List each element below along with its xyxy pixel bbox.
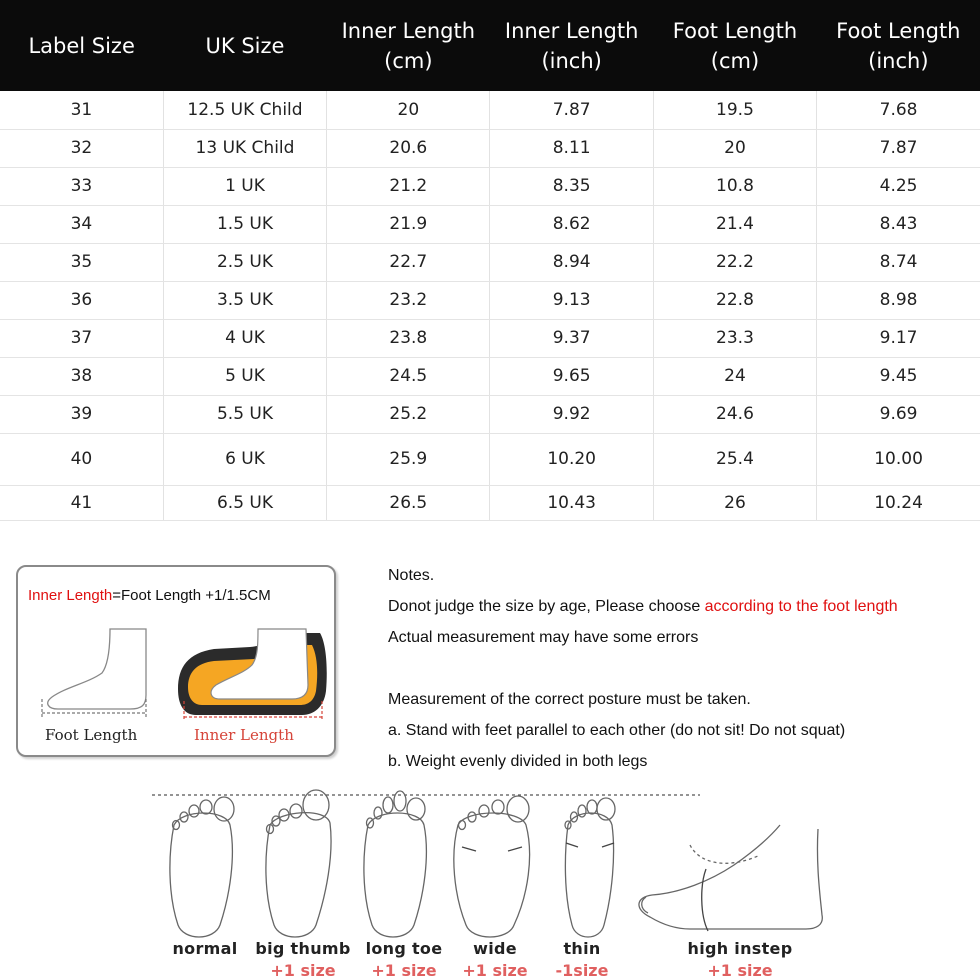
foot-type-size-adjust: -1size — [555, 961, 609, 980]
inner-length-inch-cell: 9.65 — [490, 357, 653, 395]
inner-length-cm-cell: 23.8 — [327, 319, 490, 357]
table-body — [0, 91, 980, 520]
notes-title: Notes. — [388, 567, 435, 584]
foot-length-inch-cell: 9.17 — [817, 319, 980, 357]
table-row — [0, 281, 980, 319]
foot-length-cm-cell: 22.8 — [653, 281, 816, 319]
uk-size-cell: 1 UK — [163, 167, 326, 205]
uk-size-cell: 5.5 UK — [163, 395, 326, 433]
foot-length-inch-cell: 9.45 — [817, 357, 980, 395]
foot-length-cm-cell: 10.8 — [653, 167, 816, 205]
inner-length-inch-cell: 9.13 — [490, 281, 653, 319]
foot-length-cm-cell: 21.4 — [653, 205, 816, 243]
inner-length-cm-cell: 20.6 — [327, 129, 490, 167]
foot-length-inch-cell: 7.68 — [817, 91, 980, 129]
foot-type-name: normal — [172, 939, 238, 958]
foot-length-cm-cell: 19.5 — [653, 91, 816, 129]
uk-size-cell: 5 UK — [163, 357, 326, 395]
inner-length-inch-cell: 10.20 — [490, 433, 653, 485]
inner-length-inch-cell: 9.37 — [490, 319, 653, 357]
inner-length-inch-cell: 8.94 — [490, 243, 653, 281]
inner-length-inch-cell: 8.35 — [490, 167, 653, 205]
foot-length-cm-cell: 24 — [653, 357, 816, 395]
label-size-cell: 33 — [0, 167, 163, 205]
inner-length-cm-cell: 20 — [327, 91, 490, 129]
table-row — [0, 319, 980, 357]
uk-size-cell: 4 UK — [163, 319, 326, 357]
foot-type-name: high instep — [687, 939, 793, 958]
long-toe-foot-icon — [364, 791, 426, 937]
inner-length-cm-cell: 22.7 — [327, 243, 490, 281]
foot-length-caption: Foot Length — [45, 726, 138, 744]
table-row — [0, 433, 980, 485]
bare-foot-icon — [48, 629, 146, 709]
header-inner-length-cm: Inner Length (cm) — [341, 18, 476, 73]
table-row — [0, 205, 980, 243]
label-size-cell: 34 — [0, 205, 163, 243]
inner-length-illustration — [16, 565, 336, 757]
table-row — [0, 167, 980, 205]
foot-type-size-adjust: +1 size — [462, 961, 528, 980]
foot-type-name: thin — [563, 939, 601, 958]
notes-line-3: Measurement of the correct posture must be taken. — [388, 691, 751, 708]
foot-length-inch-cell: 4.25 — [817, 167, 980, 205]
foot-length-inch-cell: 8.98 — [817, 281, 980, 319]
thin-foot-icon — [565, 798, 615, 937]
table-row — [0, 485, 980, 520]
foot-length-cm-cell: 22.2 — [653, 243, 816, 281]
uk-size-cell: 13 UK Child — [163, 129, 326, 167]
notes-line-5: b. Weight evenly divided in both legs — [388, 753, 648, 770]
foot-types-section — [150, 785, 830, 980]
label-size-cell: 32 — [0, 129, 163, 167]
header-foot-length-cm: Foot Length (cm) — [672, 18, 798, 73]
foot-type-size-adjust: +1 size — [270, 961, 336, 980]
inner-length-cm-cell: 25.2 — [327, 395, 490, 433]
inner-length-caption: Inner Length — [194, 726, 294, 744]
uk-size-cell: 2.5 UK — [163, 243, 326, 281]
header-label-size: Label Size — [28, 33, 135, 58]
table-row — [0, 91, 980, 129]
foot-length-inch-cell: 10.24 — [817, 485, 980, 520]
notes-section — [388, 565, 978, 782]
label-size-cell: 41 — [0, 485, 163, 520]
inner-length-inch-cell: 9.92 — [490, 395, 653, 433]
label-size-cell: 38 — [0, 357, 163, 395]
notes-line-1-highlight: according to the foot length — [704, 598, 898, 615]
uk-size-cell: 6.5 UK — [163, 485, 326, 520]
table-row — [0, 357, 980, 395]
table-header-row — [0, 0, 980, 91]
wide-foot-icon — [454, 796, 530, 937]
foot-length-cm-cell: 24.6 — [653, 395, 816, 433]
normal-foot-icon — [170, 797, 234, 937]
inner-length-cm-cell: 21.2 — [327, 167, 490, 205]
foot-length-inch-cell: 8.74 — [817, 243, 980, 281]
uk-size-cell: 6 UK — [163, 433, 326, 485]
foot-type-size-adjust: +1 size — [371, 961, 437, 980]
foot-length-cm-cell: 23.3 — [653, 319, 816, 357]
foot-type-name: big thumb — [255, 939, 351, 958]
header-foot-length-inch: Foot Length (inch) — [836, 18, 961, 73]
foot-length-inch-cell: 7.87 — [817, 129, 980, 167]
foot-length-inch-cell: 8.43 — [817, 205, 980, 243]
foot-type-name: wide — [473, 939, 517, 958]
label-size-cell: 31 — [0, 91, 163, 129]
foot-length-inch-cell: 9.69 — [817, 395, 980, 433]
inner-length-cm-cell: 21.9 — [327, 205, 490, 243]
foot-length-cm-cell: 25.4 — [653, 433, 816, 485]
notes-line-4: a. Stand with feet parallel to each other (do not sit! Do not squat) — [388, 722, 846, 739]
inner-length-inch-cell: 8.11 — [490, 129, 653, 167]
high-instep-foot-icon — [639, 825, 822, 931]
header-uk-size: UK Size — [205, 33, 285, 58]
inner-length-inch-cell: 7.87 — [490, 91, 653, 129]
inner-length-inch-cell: 10.43 — [490, 485, 653, 520]
table-row — [0, 243, 980, 281]
uk-size-cell: 12.5 UK Child — [163, 91, 326, 129]
formula-inner-length: Inner Length — [28, 587, 113, 604]
big-thumb-foot-icon — [266, 790, 331, 937]
table-row — [0, 395, 980, 433]
uk-size-cell: 3.5 UK — [163, 281, 326, 319]
foot-type-size-adjust: +1 size — [707, 961, 773, 980]
header-inner-length-inch: Inner Length (inch) — [504, 18, 639, 73]
notes-line-2: Actual measurement may have some errors — [388, 629, 699, 646]
inner-length-cm-cell: 25.9 — [327, 433, 490, 485]
label-size-cell: 39 — [0, 395, 163, 433]
inner-length-cm-cell: 23.2 — [327, 281, 490, 319]
uk-size-cell: 1.5 UK — [163, 205, 326, 243]
foot-type-name: long toe — [365, 939, 443, 958]
label-size-cell: 37 — [0, 319, 163, 357]
label-size-cell: 36 — [0, 281, 163, 319]
label-size-cell: 35 — [0, 243, 163, 281]
inner-length-inch-cell: 8.62 — [490, 205, 653, 243]
foot-length-cm-cell: 20 — [653, 129, 816, 167]
label-size-cell: 40 — [0, 433, 163, 485]
formula-foot-length: =Foot Length +1/1.5CM — [112, 587, 271, 604]
inner-length-cm-cell: 26.5 — [327, 485, 490, 520]
table-row — [0, 129, 980, 167]
notes-line-1-text: Donot judge the size by age, Please choose — [388, 598, 705, 615]
notes-line-1 — [388, 596, 978, 627]
inner-length-cm-cell: 24.5 — [327, 357, 490, 395]
foot-length-inch-cell: 10.00 — [817, 433, 980, 485]
notes-spacer — [388, 658, 978, 689]
foot-length-cm-cell: 26 — [653, 485, 816, 520]
